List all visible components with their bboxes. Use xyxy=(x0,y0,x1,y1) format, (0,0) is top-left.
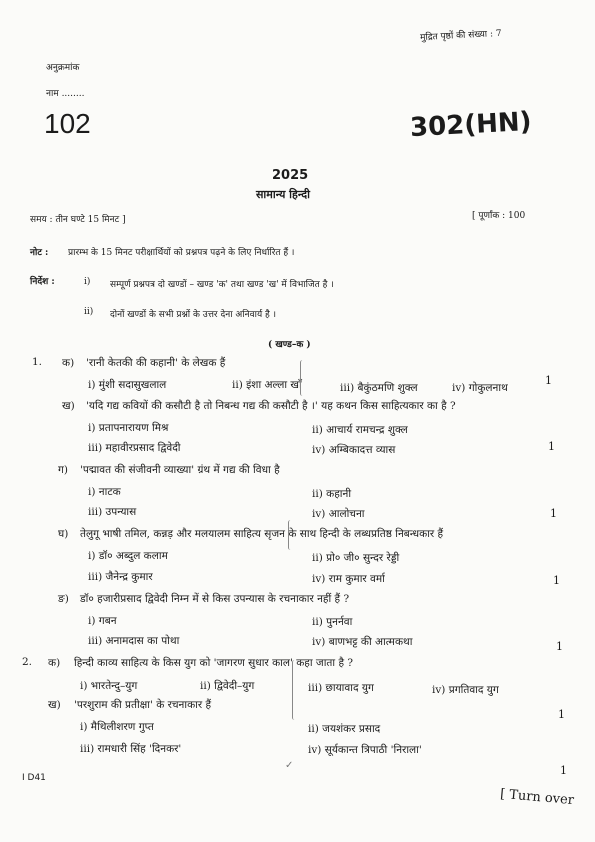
time-allowed: समय : तीन घण्टे 15 मिनट ] xyxy=(30,215,126,225)
question-1b-option-1: i) प्रतापनारायण मिश्र xyxy=(88,422,169,434)
question-1a-option-3: iii) बैकुंठमणि शुक्ल xyxy=(340,382,418,394)
name-label: नाम ........ xyxy=(46,89,85,99)
question-1b-marks: 1 xyxy=(548,440,555,453)
pencil-mark xyxy=(292,660,297,720)
question-2b-text: 'परशुराम की प्रतीक्षा' के रचनाकार हैं xyxy=(74,699,212,711)
question-1b-text: 'यदि गद्य कवियों की कसौटी है तो निबन्ध गद्य की कसौटी है ।' यह कथन किस साहित्यकार का है ? xyxy=(86,400,456,412)
question-1a-option-1: i) मुंशी सदासुखलाल xyxy=(88,379,167,391)
question-1d-marks: 1 xyxy=(553,574,560,587)
question-1c-marks: 1 xyxy=(550,507,557,520)
question-1e-marks: 1 xyxy=(556,640,563,653)
question-2-number: 2. xyxy=(22,656,33,668)
subject-title: सामान्य हिन्दी xyxy=(256,188,310,201)
exam-year: 2025 xyxy=(272,168,309,183)
question-1b-label: ख) xyxy=(62,400,75,412)
question-1d-option-2: ii) प्रो० जी० सुन्दर रेड्डी xyxy=(312,552,400,564)
instruction-1-text: सम्पूर्ण प्रश्नपत्र दो खण्डों – खण्ड 'क' तथा खण्ड 'ख' में विभाजित है । xyxy=(110,280,334,290)
check-mark-icon: ✓ xyxy=(285,760,294,771)
question-1-number: 1. xyxy=(32,356,43,368)
pencil-mark xyxy=(300,360,305,396)
question-1a-marks: 1 xyxy=(545,374,552,387)
question-1d-label: घ) xyxy=(58,528,69,540)
question-2a-marks: 1 xyxy=(558,708,565,721)
question-2a-option-1: i) भारतेन्दु–युग xyxy=(80,680,138,692)
printed-pages-count: मुद्रित पृष्ठों की संख्या : 7 xyxy=(419,28,502,44)
full-marks: [ पूर्णांक : 100 xyxy=(472,211,526,221)
question-1d-option-1: i) डॉ० अब्दुल कलाम xyxy=(88,550,168,562)
question-1e-text: डॉ० हजारीप्रसाद द्विवेदी निम्न में से किस उपन्यास के रचनाकार नहीं हैं ? xyxy=(80,593,350,605)
turn-over-note: [ Turn over xyxy=(499,786,575,809)
question-1c-option-3: iii) उपन्यास xyxy=(88,506,137,518)
question-1d-text: तेलुगू भाषी तमिल, कन्नड़ और मलयालम साहित्य सृजन के साथ हिन्दी के लब्धप्रतिष्ठ निबन्धकार हैं xyxy=(80,528,444,540)
question-2b-option-2: ii) जयशंकर प्रसाद xyxy=(308,723,381,735)
question-2b-option-3: iii) रामधारी सिंह 'दिनकर' xyxy=(80,743,182,755)
question-2a-option-3: iii) छायावाद युग xyxy=(308,682,374,694)
paper-code: 302(HN) xyxy=(409,106,533,144)
question-1c-option-4: iv) आलोचना xyxy=(312,508,365,520)
question-1e-option-4: iv) बाणभट्ट की आत्मकथा xyxy=(312,636,413,648)
question-1a-option-2: ii) इंशा अल्ला खाँ xyxy=(232,379,302,391)
question-1c-option-1: i) नाटक xyxy=(88,486,121,498)
section-title: ( खण्ड–क ) xyxy=(268,340,311,350)
question-2b-marks: 1 xyxy=(560,764,567,777)
question-1e-option-2: ii) पुनर्नवा xyxy=(312,616,353,628)
question-2a-option-2: ii) द्विवेदी–युग xyxy=(200,680,255,692)
roll-number-label: अनुक्रमांक xyxy=(46,63,80,73)
question-2b-label: ख) xyxy=(48,699,61,711)
question-1d-option-4: iv) राम कुमार वर्मा xyxy=(312,573,385,585)
question-2a-option-4: iv) प्रगतिवाद युग xyxy=(432,684,499,696)
instruction-2-text: दोनों खण्डों के सभी प्रश्नों के उत्तर देना अनिवार्य है । xyxy=(110,310,277,320)
question-1c-label: ग) xyxy=(58,464,69,476)
footer-code: I D41 xyxy=(22,773,46,783)
question-2a-label: क) xyxy=(48,657,61,669)
instructions-label: निर्देश : xyxy=(30,277,55,287)
question-1e-label: ङ) xyxy=(58,593,69,605)
question-1a-text: 'रानी केतकी की कहानी' के लेखक हैं xyxy=(86,357,226,369)
question-1b-option-2: ii) आचार्य रामचन्द्र शुक्ल xyxy=(312,424,408,436)
question-2b-option-1: i) मैथिलीशरण गुप्त xyxy=(80,721,154,733)
question-1e-option-3: iii) अनामदास का पोथा xyxy=(88,635,180,647)
question-1a-option-4: iv) गोकुलनाथ xyxy=(452,382,508,394)
instruction-1-number: i) xyxy=(84,277,91,287)
question-2b-option-4: iv) सूर्यकान्त त्रिपाठी 'निराला' xyxy=(308,744,422,756)
question-2a-text: हिन्दी काव्य साहित्य के किस युग को 'जागरण सुधार काल' कहा जाता है ? xyxy=(74,657,353,669)
question-1b-option-4: iv) अम्बिकादत्त व्यास xyxy=(312,444,396,456)
instruction-2-number: ii) xyxy=(84,307,94,317)
question-1b-option-3: iii) महावीरप्रसाद द्विवेदी xyxy=(88,442,181,454)
question-1e-option-1: i) गबन xyxy=(88,615,117,627)
pencil-mark xyxy=(288,520,293,550)
question-1d-option-3: iii) जैनेन्द्र कुमार xyxy=(88,571,153,583)
question-1c-text: 'पद्मावत की संजीवनी व्याख्या' ग्रंथ में गद्य की विधा है xyxy=(80,464,280,476)
handwritten-number: 102 xyxy=(44,108,91,139)
question-1c-option-2: ii) कहानी xyxy=(312,488,352,500)
note-text: प्रारम्भ के 15 मिनट परीक्षार्थियों को प्रश्नपत्र पढ़ने के लिए निर्धारित हैं । xyxy=(68,248,295,258)
question-1a-label: क) xyxy=(62,357,75,369)
note-label: नोट : xyxy=(30,248,49,258)
